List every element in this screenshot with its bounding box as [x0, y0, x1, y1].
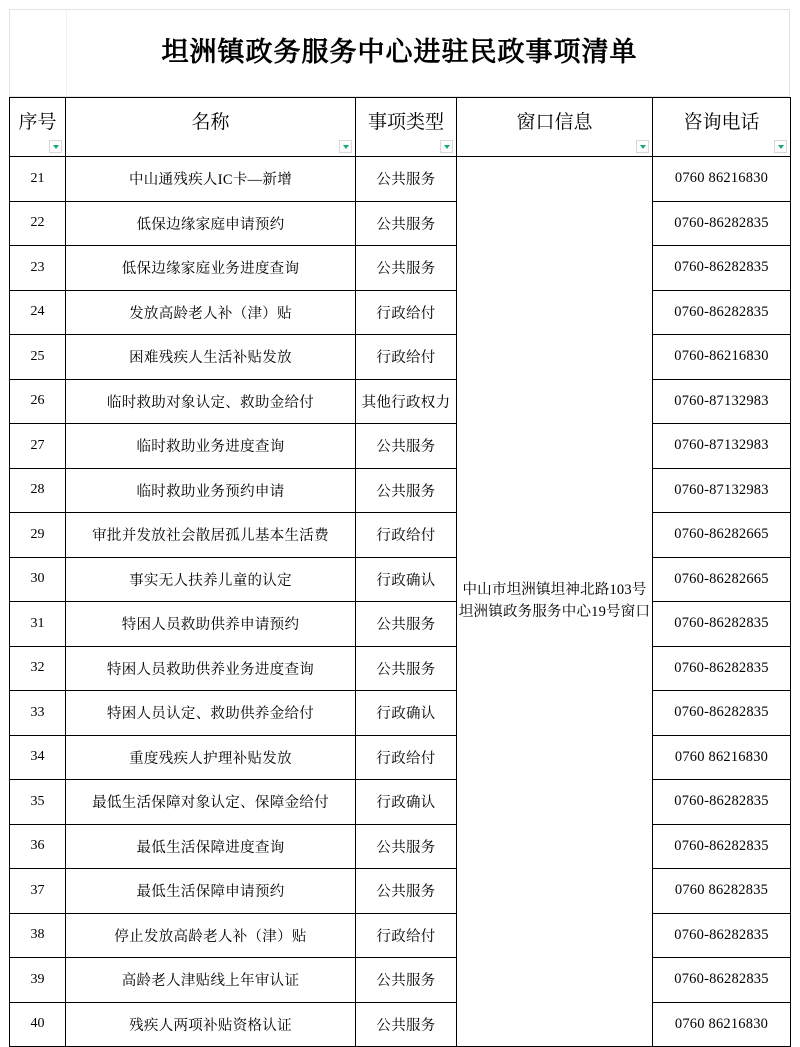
cell-phone: 0760-86216830: [653, 335, 791, 380]
cell-phone: 0760-86282835: [653, 290, 791, 335]
cell-name: 高龄老人津贴线上年审认证: [66, 958, 356, 1003]
cell-type: 行政给付: [356, 513, 457, 558]
cell-type: 公共服务: [356, 958, 457, 1003]
cell-index: 34: [10, 735, 66, 780]
cell-name: 低保边缘家庭申请预约: [66, 201, 356, 246]
cell-phone: 0760-86282835: [653, 913, 791, 958]
cell-index: 21: [10, 157, 66, 202]
cell-index: 39: [10, 958, 66, 1003]
table-header-row: [10, 98, 791, 157]
column-header-index[interactable]: [10, 98, 66, 157]
cell-name: 低保边缘家庭业务进度查询: [66, 246, 356, 291]
window-info-line-2: 坦洲镇政务服务中心19号窗口: [458, 603, 651, 620]
table-row: [10, 379, 791, 424]
cell-index: 27: [10, 424, 66, 469]
column-header-name[interactable]: [66, 98, 356, 157]
cell-type: 行政给付: [356, 335, 457, 380]
column-header-index-label: 序号: [18, 111, 57, 133]
cell-name: 事实无人扶养儿童的认定: [66, 557, 356, 602]
cell-type: 公共服务: [356, 869, 457, 914]
table-row: [10, 1002, 791, 1047]
column-header-type[interactable]: [356, 98, 457, 157]
filter-dropdown-icon-index[interactable]: [49, 140, 62, 153]
table-row: [10, 424, 791, 469]
column-header-phone[interactable]: [653, 98, 791, 157]
cell-phone: 0760 86282835: [653, 869, 791, 914]
cell-phone: 0760-86282835: [653, 602, 791, 647]
table-row: [10, 735, 791, 780]
cell-index: 40: [10, 1002, 66, 1047]
table-row: [10, 201, 791, 246]
cell-type: 行政确认: [356, 780, 457, 825]
cell-type: 行政确认: [356, 691, 457, 736]
cell-type: 公共服务: [356, 468, 457, 513]
cell-phone: 0760-87132983: [653, 379, 791, 424]
items-table: [9, 97, 791, 1047]
column-header-type-label: 事项类型: [367, 111, 444, 133]
cell-name: 最低生活保障对象认定、保障金给付: [66, 780, 356, 825]
cell-type: 其他行政权力: [356, 379, 457, 424]
cell-index: 35: [10, 780, 66, 825]
cell-index: 37: [10, 869, 66, 914]
cell-phone: 0760-86282665: [653, 557, 791, 602]
cell-index: 22: [10, 201, 66, 246]
cell-phone: 0760-86282835: [653, 958, 791, 1003]
table-row: [10, 246, 791, 291]
cell-phone: 0760-86282835: [653, 780, 791, 825]
window-info-line-1: 中山市坦洲镇坦神北路103号: [462, 582, 647, 599]
filter-dropdown-icon-type[interactable]: [440, 140, 453, 153]
page-title: 坦洲镇政务服务中心进驻民政事项清单: [161, 37, 638, 68]
cell-phone: 0760-86282835: [653, 691, 791, 736]
cell-phone: 0760 86216830: [653, 735, 791, 780]
cell-name: 重度残疾人护理补贴发放: [66, 735, 356, 780]
cell-index: 28: [10, 468, 66, 513]
cell-index: 38: [10, 913, 66, 958]
cell-phone: 0760-86282835: [653, 246, 791, 291]
cell-type: 公共服务: [356, 157, 457, 202]
cell-index: 26: [10, 379, 66, 424]
cell-index: 29: [10, 513, 66, 558]
table-row: [10, 691, 791, 736]
cell-phone: 0760-87132983: [653, 424, 791, 469]
table-row: [10, 557, 791, 602]
filter-dropdown-icon-name[interactable]: [339, 140, 352, 153]
cell-name: 临时救助对象认定、救助金给付: [66, 379, 356, 424]
cell-phone: 0760-87132983: [653, 468, 791, 513]
table-header: [10, 98, 791, 157]
cell-index: 25: [10, 335, 66, 380]
cell-phone: 0760-86282835: [653, 201, 791, 246]
table-row: [10, 290, 791, 335]
cell-index: 23: [10, 246, 66, 291]
table-row: [10, 468, 791, 513]
cell-phone: 0760-86282835: [653, 646, 791, 691]
cell-type: 公共服务: [356, 201, 457, 246]
cell-type: 行政给付: [356, 913, 457, 958]
title-band-divider: [66, 10, 67, 96]
cell-name: 困难残疾人生活补贴发放: [66, 335, 356, 380]
cell-index: 30: [10, 557, 66, 602]
cell-name: 停止发放高龄老人补（津）贴: [66, 913, 356, 958]
cell-name: 审批并发放社会散居孤儿基本生活费: [66, 513, 356, 558]
cell-phone: 0760-86282835: [653, 824, 791, 869]
filter-dropdown-icon-window[interactable]: [636, 140, 649, 153]
cell-name: 特困人员救助供养申请预约: [66, 602, 356, 647]
cell-phone: 0760 86216830: [653, 1002, 791, 1047]
cell-phone: 0760 86216830: [653, 157, 791, 202]
cell-name: 发放高龄老人补（津）贴: [66, 290, 356, 335]
cell-name: 中山通残疾人IC卡—新增: [66, 157, 356, 202]
cell-name: 特困人员认定、救助供养金给付: [66, 691, 356, 736]
cell-type: 行政给付: [356, 735, 457, 780]
column-header-phone-label: 咨询电话: [683, 111, 760, 133]
cell-index: 36: [10, 824, 66, 869]
cell-index: 31: [10, 602, 66, 647]
cell-phone: 0760-86282665: [653, 513, 791, 558]
table-row: [10, 513, 791, 558]
cell-type: 行政给付: [356, 290, 457, 335]
cell-index: 24: [10, 290, 66, 335]
cell-name: 最低生活保障进度查询: [66, 824, 356, 869]
cell-name: 临时救助业务预约申请: [66, 468, 356, 513]
table-row: [10, 958, 791, 1003]
filter-dropdown-icon-phone[interactable]: [774, 140, 787, 153]
cell-window-info-merged: [457, 157, 653, 1047]
cell-type: 公共服务: [356, 246, 457, 291]
cell-type: 公共服务: [356, 824, 457, 869]
cell-name: 特困人员救助供养业务进度查询: [66, 646, 356, 691]
cell-type: 公共服务: [356, 424, 457, 469]
cell-type: 行政确认: [356, 557, 457, 602]
cell-type: 公共服务: [356, 1002, 457, 1047]
cell-type: 公共服务: [356, 646, 457, 691]
table-row: [10, 780, 791, 825]
cell-index: 32: [10, 646, 66, 691]
table-row: [10, 157, 791, 202]
table-row: [10, 913, 791, 958]
table-row: [10, 869, 791, 914]
cell-index: 33: [10, 691, 66, 736]
column-header-window[interactable]: [457, 98, 653, 157]
column-header-name-label: 名称: [191, 111, 230, 133]
table-row: [10, 335, 791, 380]
column-header-window-label: 窗口信息: [516, 111, 593, 133]
table-row: [10, 646, 791, 691]
cell-type: 公共服务: [356, 602, 457, 647]
table-body: [10, 157, 791, 1047]
cell-name: 残疾人两项补贴资格认证: [66, 1002, 356, 1047]
cell-name: 临时救助业务进度查询: [66, 424, 356, 469]
table-row: [10, 824, 791, 869]
title-band: [9, 9, 790, 97]
table-row: [10, 602, 791, 647]
cell-name: 最低生活保障申请预约: [66, 869, 356, 914]
